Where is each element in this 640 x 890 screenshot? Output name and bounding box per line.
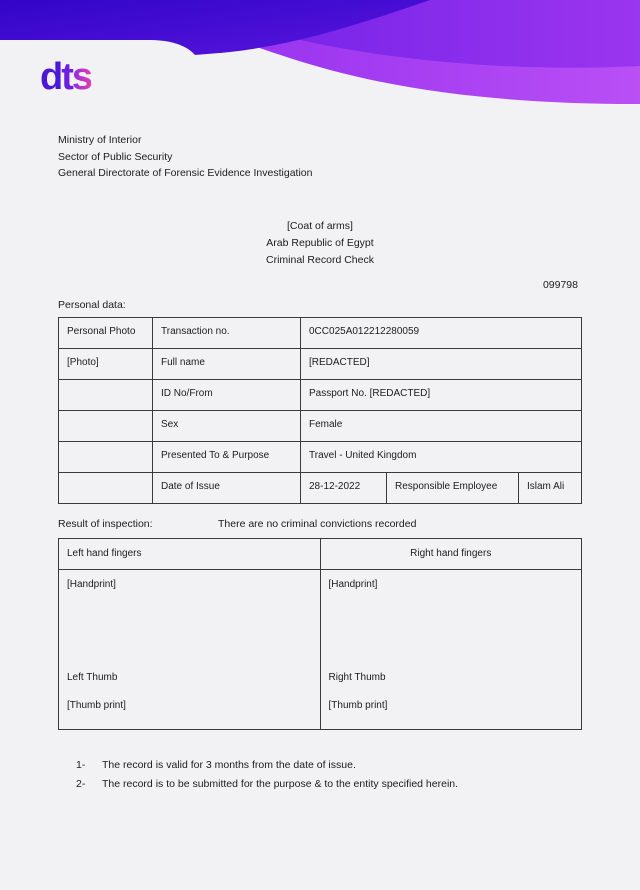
personal-data-table	[58, 317, 582, 504]
note-text-1: The record is valid for 3 months from the date of issue.	[102, 758, 356, 771]
right-thumb-print-placeholder: [Thumb print]	[328, 699, 388, 711]
banner-graphic	[0, 0, 640, 112]
table-row	[59, 472, 582, 503]
cell-field-sex: Sex	[153, 410, 301, 441]
note-text-2: The record is to be submitted for the purpose & to the entity specified herein.	[102, 777, 459, 790]
cell-field-responsible-employee: Responsible Employee	[387, 472, 519, 503]
cell-photo-spacer-1	[59, 379, 153, 410]
right-handprint-placeholder: [Handprint]	[328, 578, 378, 590]
page-header-banner	[0, 0, 640, 112]
left-thumb-print-placeholder: [Thumb print]	[67, 699, 126, 711]
left-handprint-placeholder: [Handprint]	[67, 578, 116, 590]
header-right-hand-fingers: Right hand fingers	[320, 538, 582, 569]
logo-letter-d: d	[40, 56, 62, 98]
cell-field-full-name: Full name	[153, 348, 301, 379]
table-row	[59, 348, 582, 379]
note-number-1: 1-	[76, 758, 86, 771]
cell-left-hand-prints	[59, 569, 321, 729]
right-thumb-label: Right Thumb	[328, 671, 386, 683]
notes-list	[58, 756, 582, 794]
coat-of-arms-placeholder: [Coat of arms]	[287, 219, 353, 232]
cell-photo-placeholder: [Photo]	[59, 348, 153, 379]
cell-value-id-no: Passport No. [REDACTED]	[301, 379, 582, 410]
header-left-hand-fingers: Left hand fingers	[59, 538, 321, 569]
title-block	[58, 218, 582, 269]
cell-value-date-of-issue: 28-12-2022	[301, 472, 387, 503]
document-body	[0, 112, 640, 794]
logo-letter-s: s	[71, 56, 92, 98]
org-line-1: Ministry of Interior	[58, 134, 142, 146]
cell-photo-spacer-2	[59, 410, 153, 441]
list-item	[76, 775, 582, 794]
cell-photo-spacer-4	[59, 472, 153, 503]
cell-field-id-no: ID No/From	[153, 379, 301, 410]
org-line-2: Sector of Public Security	[58, 150, 173, 163]
dts-logo	[40, 58, 91, 96]
cell-field-date-of-issue: Date of Issue	[153, 472, 301, 503]
cell-field-transaction-no: Transaction no.	[153, 317, 301, 348]
left-thumb-label: Left Thumb	[67, 671, 118, 683]
result-of-inspection	[58, 518, 582, 530]
table-row	[59, 410, 582, 441]
cell-value-full-name: [REDACTED]	[301, 348, 582, 379]
cell-right-hand-prints	[320, 569, 582, 729]
fingerprints-table	[58, 538, 582, 730]
logo-letter-t: t	[61, 56, 72, 98]
personal-data-label: Personal data:	[58, 298, 126, 311]
cell-value-responsible-employee: Islam Ali	[519, 472, 582, 503]
organization-block	[58, 132, 582, 182]
result-label: Result of inspection:	[58, 517, 153, 530]
table-row	[59, 441, 582, 472]
cell-photo-spacer-3	[59, 441, 153, 472]
table-row	[59, 317, 582, 348]
list-item	[76, 756, 582, 775]
org-line-3: General Directorate of Forensic Evidence Investigation	[58, 167, 313, 179]
cell-photo-header: Personal Photo	[59, 317, 153, 348]
cell-value-sex: Female	[301, 410, 582, 441]
table-row	[59, 538, 582, 569]
country-name: Arab Republic of Egypt	[266, 236, 374, 249]
page-title: Criminal Record Check	[266, 253, 374, 266]
note-number-2: 2-	[76, 777, 86, 790]
serial-number: 099798	[542, 278, 578, 291]
cell-value-presented-to: Travel - United Kingdom	[301, 441, 582, 472]
result-value: There are no criminal convictions recorded	[218, 517, 417, 530]
cell-field-presented-to: Presented To & Purpose	[153, 441, 301, 472]
table-row	[59, 379, 582, 410]
table-row	[59, 569, 582, 729]
cell-value-transaction-no: 0CC025A012212280059	[301, 317, 582, 348]
